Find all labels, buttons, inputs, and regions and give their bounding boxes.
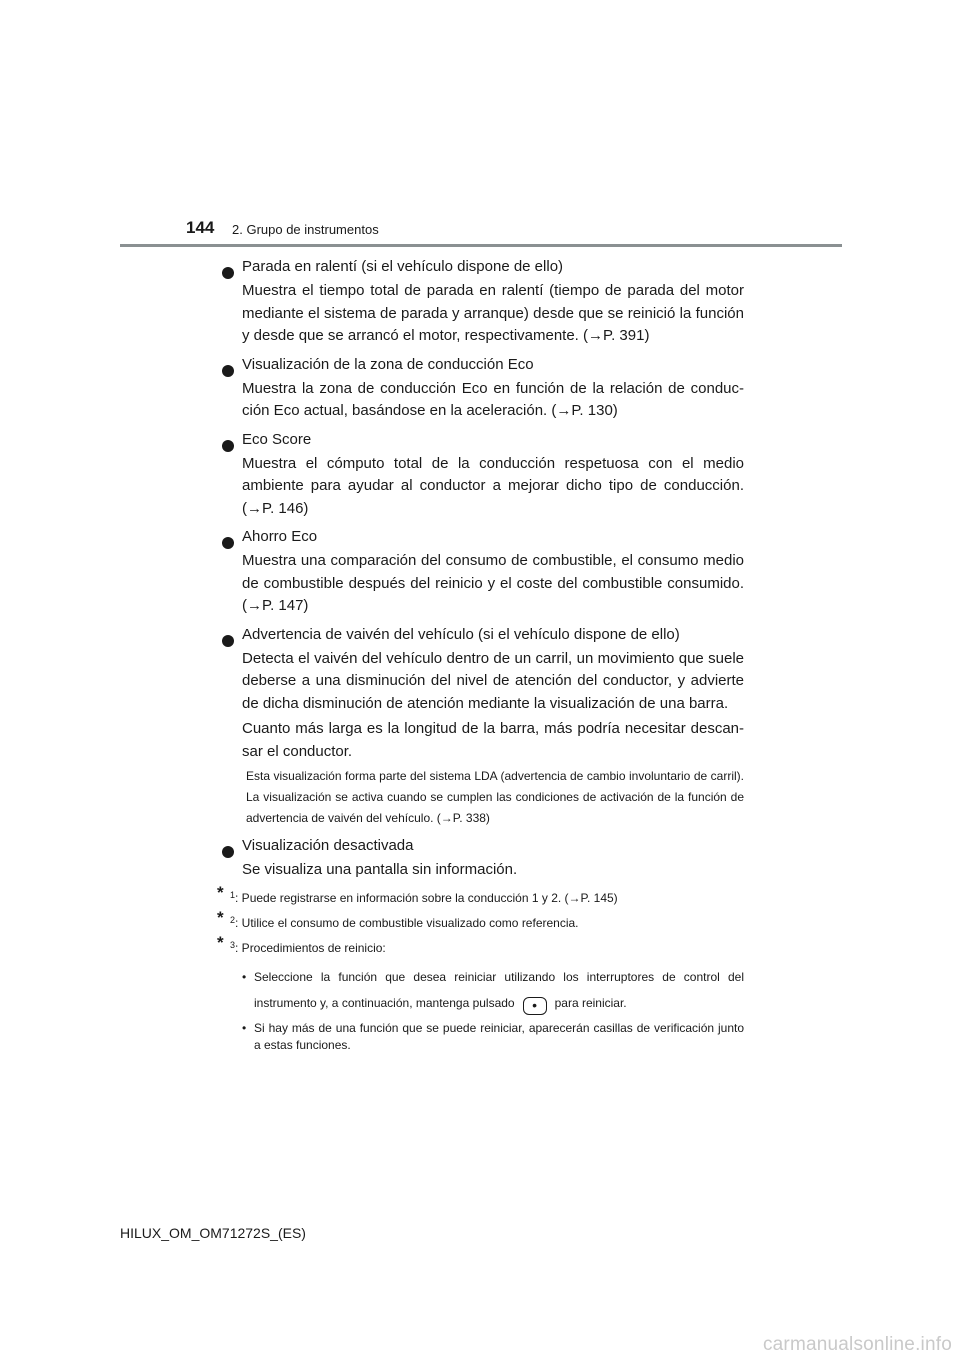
watermark: carmanualsonline.info	[762, 1334, 952, 1355]
reset-step-text: para reiniciar.	[554, 995, 627, 1010]
bullet-icon	[222, 537, 234, 549]
list-item	[242, 835, 744, 882]
footnote-marker: *	[217, 907, 224, 927]
page-number: 144	[186, 218, 215, 237]
footnote-number: 3	[230, 939, 236, 950]
item-title: Advertencia de vaivén del vehículo (si el vehículo dispone de ello)	[242, 625, 680, 643]
item-description: Se visualiza una pantalla sin información.	[242, 861, 518, 878]
bullet-icon: •	[242, 969, 247, 984]
item-description: Cuanto más larga es la longitud de la barra, más podría necesitar descansar el conductor.	[242, 720, 744, 760]
item-description: Muestra una comparación del consumo de combustible, el consumo medio de combustible después del reinicio y el coste del combustible consumido. (→P. 147)	[242, 552, 744, 614]
list-item	[242, 256, 744, 348]
item-title: Visualización de la zona de conducción Eco	[242, 355, 534, 373]
item-title: Eco Score	[242, 430, 312, 448]
footnote	[217, 932, 744, 958]
content	[0, 250, 960, 1054]
footnote	[217, 882, 744, 908]
item-title: Visualización desactivada	[242, 837, 414, 854]
bullet-icon	[222, 440, 234, 452]
footnote-text: : Procedimientos de reinicio:	[235, 940, 386, 955]
item-description: Muestra la zona de conducción Eco en función de la relación de conducción Eco actual, basándose en la aceleración. (→P. 130)	[242, 379, 744, 419]
bullet-icon	[222, 635, 234, 647]
bullet-icon	[222, 846, 234, 858]
footnote-number: 1	[230, 889, 236, 900]
footnote-marker: *	[217, 932, 224, 952]
footnote	[217, 907, 744, 933]
reset-step	[242, 1020, 744, 1054]
footnote-text: : Utilice el consumo de combustible visualizado como referencia.	[235, 915, 579, 930]
list-item	[242, 526, 744, 618]
bullet-icon	[222, 365, 234, 377]
reset-step-text: Seleccione la función que desea reiniciar utilizando los interruptores de control del instrumento y, a continuación, mantenga pulsado	[254, 969, 744, 1010]
item-description: Detecta el vaivén del vehículo dentro de un carril, un movimiento que suele deberse a una disminución del nivel de atención del conductor, y advierte de dicha disminución de atención mediante la visualización de una barra.	[242, 649, 744, 712]
list-item	[242, 429, 744, 521]
list-item	[242, 354, 744, 423]
list-item	[242, 624, 744, 830]
header-rule	[120, 244, 842, 247]
reset-step	[242, 964, 744, 1016]
document-code: HILUX_OM_OM71272S_(ES)	[120, 1225, 306, 1241]
reset-steps	[242, 964, 744, 1054]
footnote-number: 2	[230, 914, 236, 925]
item-description: Muestra el tiempo total de parada en ralentí (tiempo de parada del motor mediante el sistema de parada y arranque) desde que se reinició la función y desde que se arrancó el motor, respectivamente. (→P. 391)	[242, 282, 744, 344]
footnote-text: : Puede registrarse en información sobre la conducción 1 y 2. (→P. 145)	[235, 890, 618, 905]
bullet-icon	[222, 267, 234, 279]
bullet-icon: •	[242, 1020, 247, 1035]
section-title: 2. Grupo de instrumentos	[232, 222, 379, 237]
item-note: Esta visualización forma parte del sistema LDA (advertencia de cambio involuntario de carril). La visualización se activa cuando se cumplen las condiciones de activación de la función de advertencia de vaivén del vehículo. (→P. 338)	[246, 769, 744, 825]
item-description: Muestra el cómputo total de la conducción respetuosa con el medio ambiente para ayudar al conductor a mejorar dicho tipo de conducción. (→P. 146)	[242, 454, 744, 517]
footnote-marker: *	[217, 882, 224, 902]
dot-button-icon: •	[523, 997, 547, 1015]
item-title: Ahorro Eco	[242, 528, 318, 545]
item-title: Parada en ralentí (si el vehículo dispone de ello)	[242, 258, 564, 275]
reset-step-text: Si hay más de una función que se puede reiniciar, aparecerán casillas de verificación junto a estas funciones.	[254, 1020, 744, 1052]
